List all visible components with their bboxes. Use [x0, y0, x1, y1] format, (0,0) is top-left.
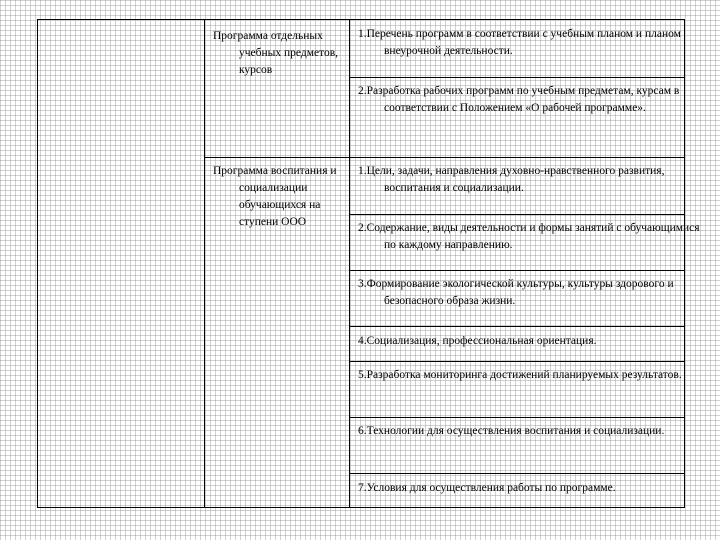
table-row: 7.Условия для осуществления работы по программе.	[358, 482, 616, 494]
row-divider	[349, 326, 684, 327]
row-divider	[349, 361, 684, 362]
section-divider	[204, 157, 684, 158]
table-row: 2.Содержание, виды деятельности и формы занятий с обучающимися по каждому направлению.	[358, 222, 700, 251]
program-table	[37, 19, 700, 508]
table-row: 2.Разработка рабочих программ по учебным предметам, курсам в соответствии с Положением «О рабочей программе».	[358, 85, 680, 114]
row-divider	[349, 77, 684, 78]
program-name-text: Программа отдельных учебных предметов, курсов	[213, 30, 339, 76]
column-divider	[349, 20, 350, 507]
program-name-text: Программа воспитания и социализации обучающихся на ступени ООО	[213, 165, 337, 228]
table-row: 1.Перечень программ в соответствии с учебным планом и планом внеурочной деятельности.	[358, 28, 681, 57]
column-divider	[204, 20, 205, 507]
table-row: 6.Технологии для осуществления воспитания и социализации.	[358, 425, 665, 437]
row-divider	[349, 214, 684, 215]
row-divider	[349, 417, 684, 418]
row-divider	[349, 473, 684, 474]
program-name	[213, 28, 348, 79]
table-row: 1.Цели, задачи, направления духовно-нравственного развития, воспитания и социализации.	[358, 165, 665, 194]
program-name	[213, 163, 348, 231]
table-row: 4.Социализация, профессиональная ориентация.	[358, 335, 597, 347]
table-row: 3.Формирование экологической культуры, культуры здорового и безопасного образа жизни.	[358, 278, 674, 307]
row-divider	[349, 270, 684, 271]
table-row: 5.Разработка мониторинга достижений планируемых результатов.	[358, 369, 682, 381]
